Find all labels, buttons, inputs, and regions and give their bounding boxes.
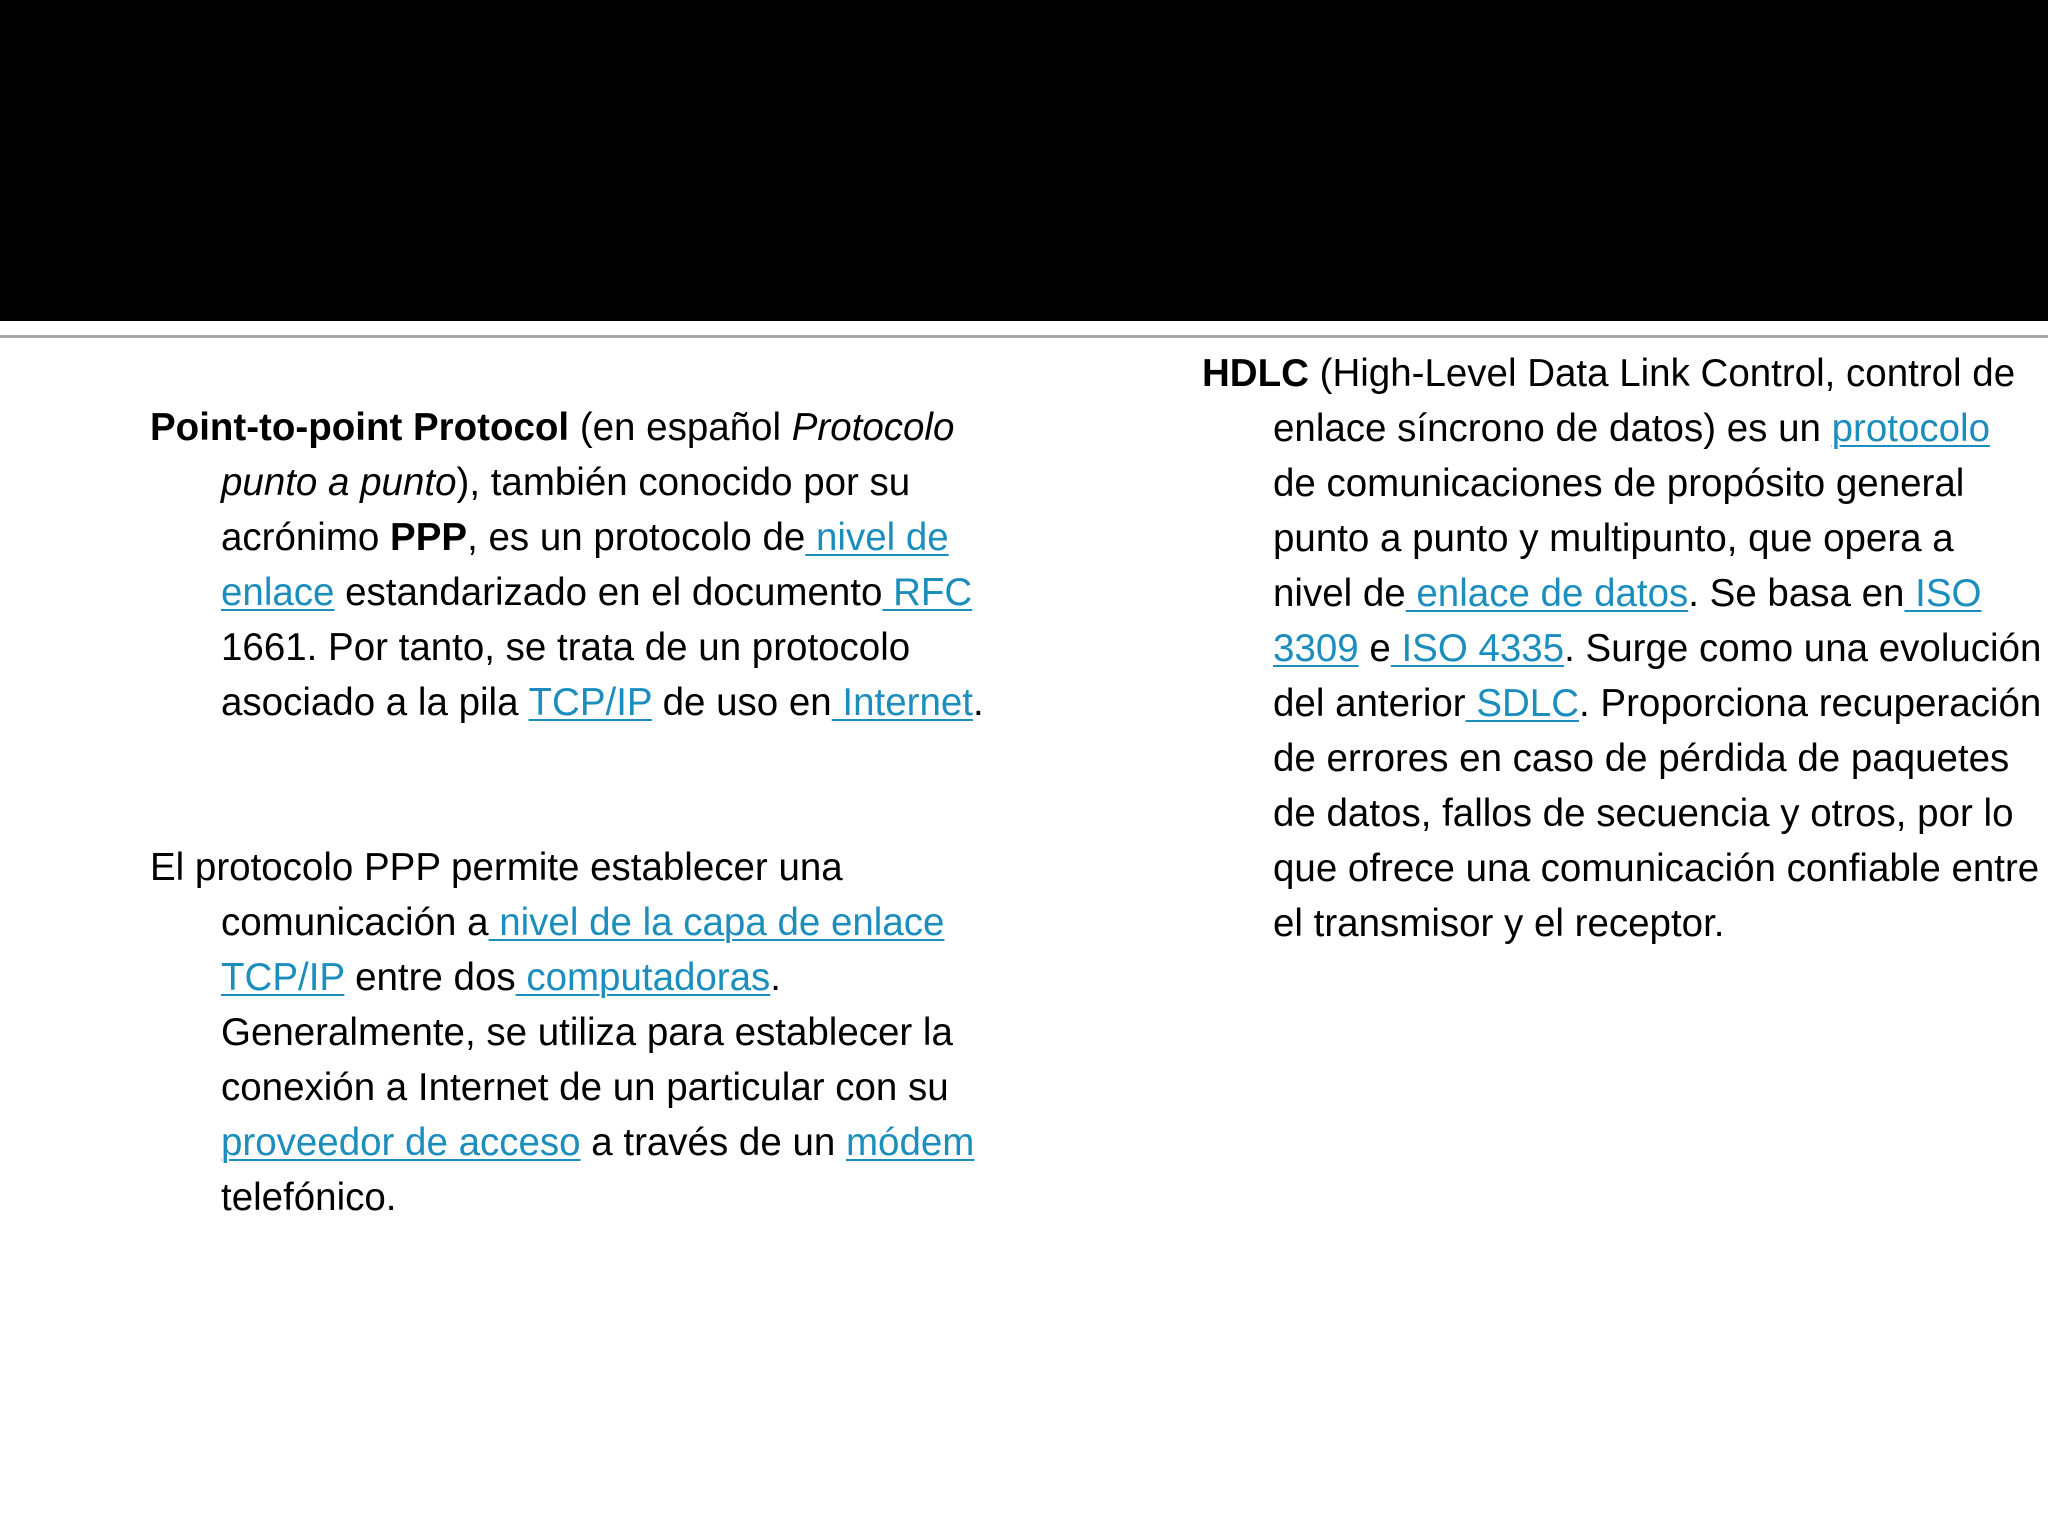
text-span: . Se basa en — [1688, 572, 1905, 615]
text-span: ), también conocido por su acrónimo — [221, 461, 911, 559]
text-span: a través de un — [580, 1121, 846, 1164]
text-span: (High-Level Data Link Control, control de enlace síncrono de datos) es un — [1273, 352, 2016, 450]
text-span: (en español — [569, 406, 792, 449]
text-span: de uso en — [651, 681, 832, 724]
right-column — [1202, 346, 2042, 951]
link-enlace-de-datos[interactable]: enlace de datos — [1405, 572, 1689, 615]
link-iso-4335[interactable]: ISO 4335 — [1390, 627, 1565, 670]
link-rfc[interactable]: RFC — [882, 571, 973, 614]
ppp-acronym: PPP — [390, 516, 468, 559]
text-span: e — [1358, 627, 1391, 670]
link-nivel-de-enlace[interactable]: nivel de enlace — [221, 516, 949, 614]
left-column — [150, 400, 1000, 1225]
link-proveedor-de-acceso[interactable]: proveedor de acceso — [221, 1121, 581, 1164]
text-span: . — [972, 681, 984, 724]
text-span: de comunicaciones de propósito general punto a punto y multipunto, que opera a nivel de — [1273, 462, 1965, 615]
link-tcp-ip-2[interactable]: TCP/IP — [221, 956, 345, 999]
link-iso-3309[interactable]: ISO 3309 — [1273, 572, 1982, 670]
link-modem[interactable]: módem — [845, 1121, 975, 1164]
text-span: telefónico. — [221, 1176, 397, 1219]
title-divider-line — [0, 335, 2048, 338]
link-sdlc[interactable]: SDLC — [1465, 682, 1580, 725]
title-band — [0, 0, 2048, 321]
ppp-usage-paragraph — [150, 840, 1000, 1225]
hdlc-definition-paragraph — [1202, 346, 2042, 951]
text-span: . Generalmente, se utiliza para establecer la conexión a Internet de un particular con su — [221, 956, 953, 1109]
link-tcp-ip[interactable]: TCP/IP — [528, 681, 652, 724]
hdlc-term: HDLC — [1202, 352, 1309, 395]
link-protocolo[interactable]: protocolo — [1831, 407, 1990, 450]
text-span: , es un protocolo de — [467, 516, 806, 559]
link-computadoras[interactable]: computadoras — [515, 956, 771, 999]
link-nivel-de-la-capa-de-enlace[interactable]: nivel de la capa de enlace — [488, 901, 945, 944]
ppp-term: Point-to-point Protocol — [150, 406, 570, 449]
text-span: estandarizado en el documento — [334, 571, 883, 614]
title-divider — [0, 321, 2048, 332]
ppp-spanish-name: Protocolo punto a punto — [221, 406, 955, 504]
text-span: 1661. Por tanto, se trata de un protocolo asociado a la pila — [221, 626, 911, 724]
text-span: El protocolo PPP permite establecer una comunicación a — [150, 846, 843, 944]
text-span: . Surge como una evolución del anterior — [1273, 627, 2042, 725]
text-span: entre dos — [344, 956, 516, 999]
ppp-definition-paragraph — [150, 400, 1000, 730]
text-span: . Proporciona recuperación de errores en caso de pérdida de paquetes de datos, fallos de secuencia y otros, por lo que ofrece una comunicación confiable entre el transmisor y el receptor. — [1273, 682, 2042, 945]
link-internet[interactable]: Internet — [831, 681, 973, 724]
